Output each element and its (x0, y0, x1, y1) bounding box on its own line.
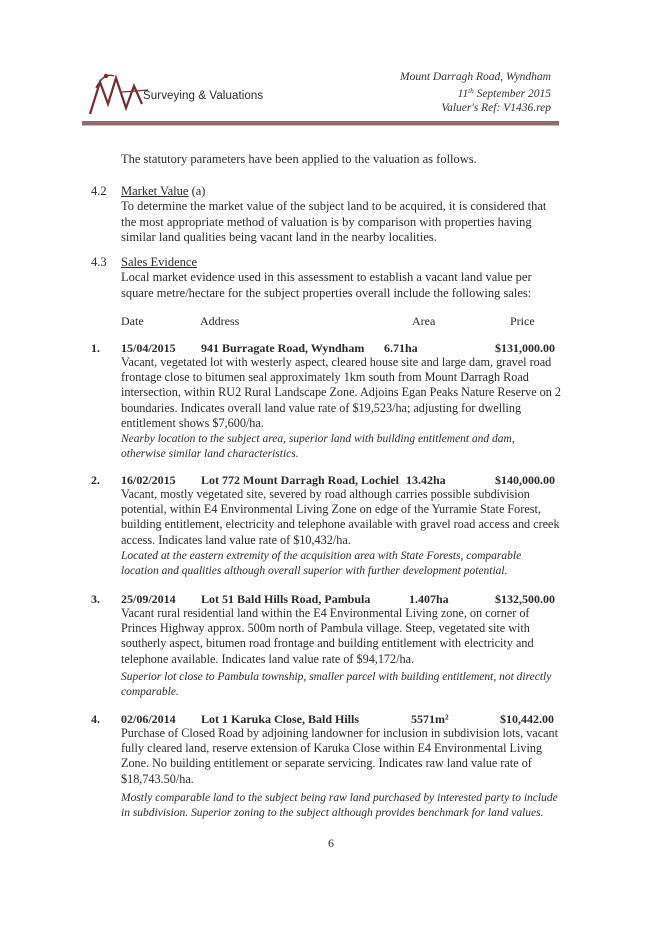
section-heading-market-value: Market Value (a) (121, 184, 206, 198)
sale-area: 6.71ha (384, 341, 418, 355)
column-header-price: Price (510, 314, 535, 328)
column-header-date: Date (121, 314, 144, 328)
property-address: Mount Darragh Road, Wyndham (400, 71, 551, 83)
sale-address: Lot 51 Bald Hills Road, Pambula (201, 592, 371, 606)
valuer-reference: Valuer's Ref: V1436.rep (441, 102, 551, 114)
sale-area: 5571m² (411, 712, 449, 726)
sale-date: 25/09/2014 (121, 592, 176, 606)
page-number: 6 (328, 836, 334, 850)
section-number-4-2: 4.2 (91, 184, 107, 198)
document-header-info (400, 70, 551, 115)
sale-price: $10,442.00 (500, 712, 554, 726)
header-divider-shadow (82, 125, 559, 126)
sale-date: 15/04/2015 (121, 341, 176, 355)
section-heading-sales-evidence: Sales Evidence (121, 255, 198, 269)
report-date: 11th September 2015 (457, 87, 551, 100)
sale-price: $140,000.00 (495, 473, 555, 487)
sale-area: 13.42ha (406, 473, 446, 487)
sale-comment: Mostly comparable land to the subject being raw land purchased by interested party to include in subdivision. Superior zoning to the subject although provides benchmark for land values. (121, 792, 558, 819)
section-body-market-value: To determine the market value of the subject land to be acquired, it is considered that the most appropriate method of valuation is by comparison with properties having similar land qualities being vacant land in the nearby localities. (121, 199, 547, 244)
section-body-sales-evidence: Local market evidence used in this assessment to establish a vacant land value per square metre/hectare for the subject properties overall include the following sales: (121, 270, 532, 300)
sale-number: 3. (91, 592, 100, 606)
sale-description: Purchase of Closed Road by adjoining landowner for inclusion in subdivision lots, vacant fully cleared land, reserve extension of Karuka Close within E4 Environmental Living Zone. No building entitlement or separate servicing. Indicates raw land value rate of $18,743.50/ha. (121, 726, 558, 786)
sale-number: 4. (91, 712, 100, 726)
brand-text: Surveying & Valuations (143, 90, 264, 102)
sale-comment: Superior lot close to Pambula township, smaller parcel with building entitlement, not directly comparable. (121, 671, 552, 698)
section-number-4-3: 4.3 (91, 255, 107, 269)
sale-description: Vacant rural residential land within the E4 Environmental Living zone, on corner of Princes Highway approx. 500m north of Pambula village. Steep, vegetated site with southerly aspect, bitumen road frontage and building entitlement with electricity and telephone available. Indicates land value rate of $94,172/ha. (121, 606, 534, 666)
sale-description: Vacant, mostly vegetated site, severed by road although carries possible subdivision potential, within E4 Environmental Living Zone on edge of the Yurramie State Forest, building entitlement, electricity and telephone available with gravel road access and creek access. Indicates land value rate of $10,432/ha. (121, 487, 560, 547)
sale-address: 941 Burragate Road, Wyndham (201, 341, 365, 355)
intro-text: The statutory parameters have been applied to the valuation as follows. (121, 152, 477, 166)
sale-number: 2. (91, 473, 100, 487)
sale-number: 1. (91, 341, 100, 355)
sale-area: 1.407ha (409, 592, 449, 606)
column-header-address: Address (200, 314, 240, 328)
sale-comment: Nearby location to the subject area, superior land with building entitlement and dam, otherwise similar land characteristics. (121, 433, 515, 460)
sale-date: 16/02/2015 (121, 473, 176, 487)
sale-date: 02/06/2014 (121, 712, 176, 726)
sale-comment: Located at the eastern extremity of the acquisition area with State Forests, comparable location and qualities although overall superior with further development potential. (121, 550, 522, 577)
sale-price: $132,500.00 (495, 592, 555, 606)
sale-address: Lot 1 Karuka Close, Bald Hills (201, 712, 360, 726)
sale-address: Lot 772 Mount Darragh Road, Lochiel (201, 473, 399, 487)
sale-description: Vacant, vegetated lot with westerly aspect, cleared house site and large dam, gravel road frontage close to bitumen seal approximately 1km south from Mount Darragh Road intersection, within RU2 Rural Landscape Zone. Adjoins Egan Peaks Nature Reserve on 2 boundaries. Indicates overall land value rate of $19,523/ha; adjusting for dwelling entitlement shows $7,600/ha. (121, 355, 561, 430)
sale-price: $131,000.00 (495, 341, 555, 355)
column-header-area: Area (412, 314, 436, 328)
